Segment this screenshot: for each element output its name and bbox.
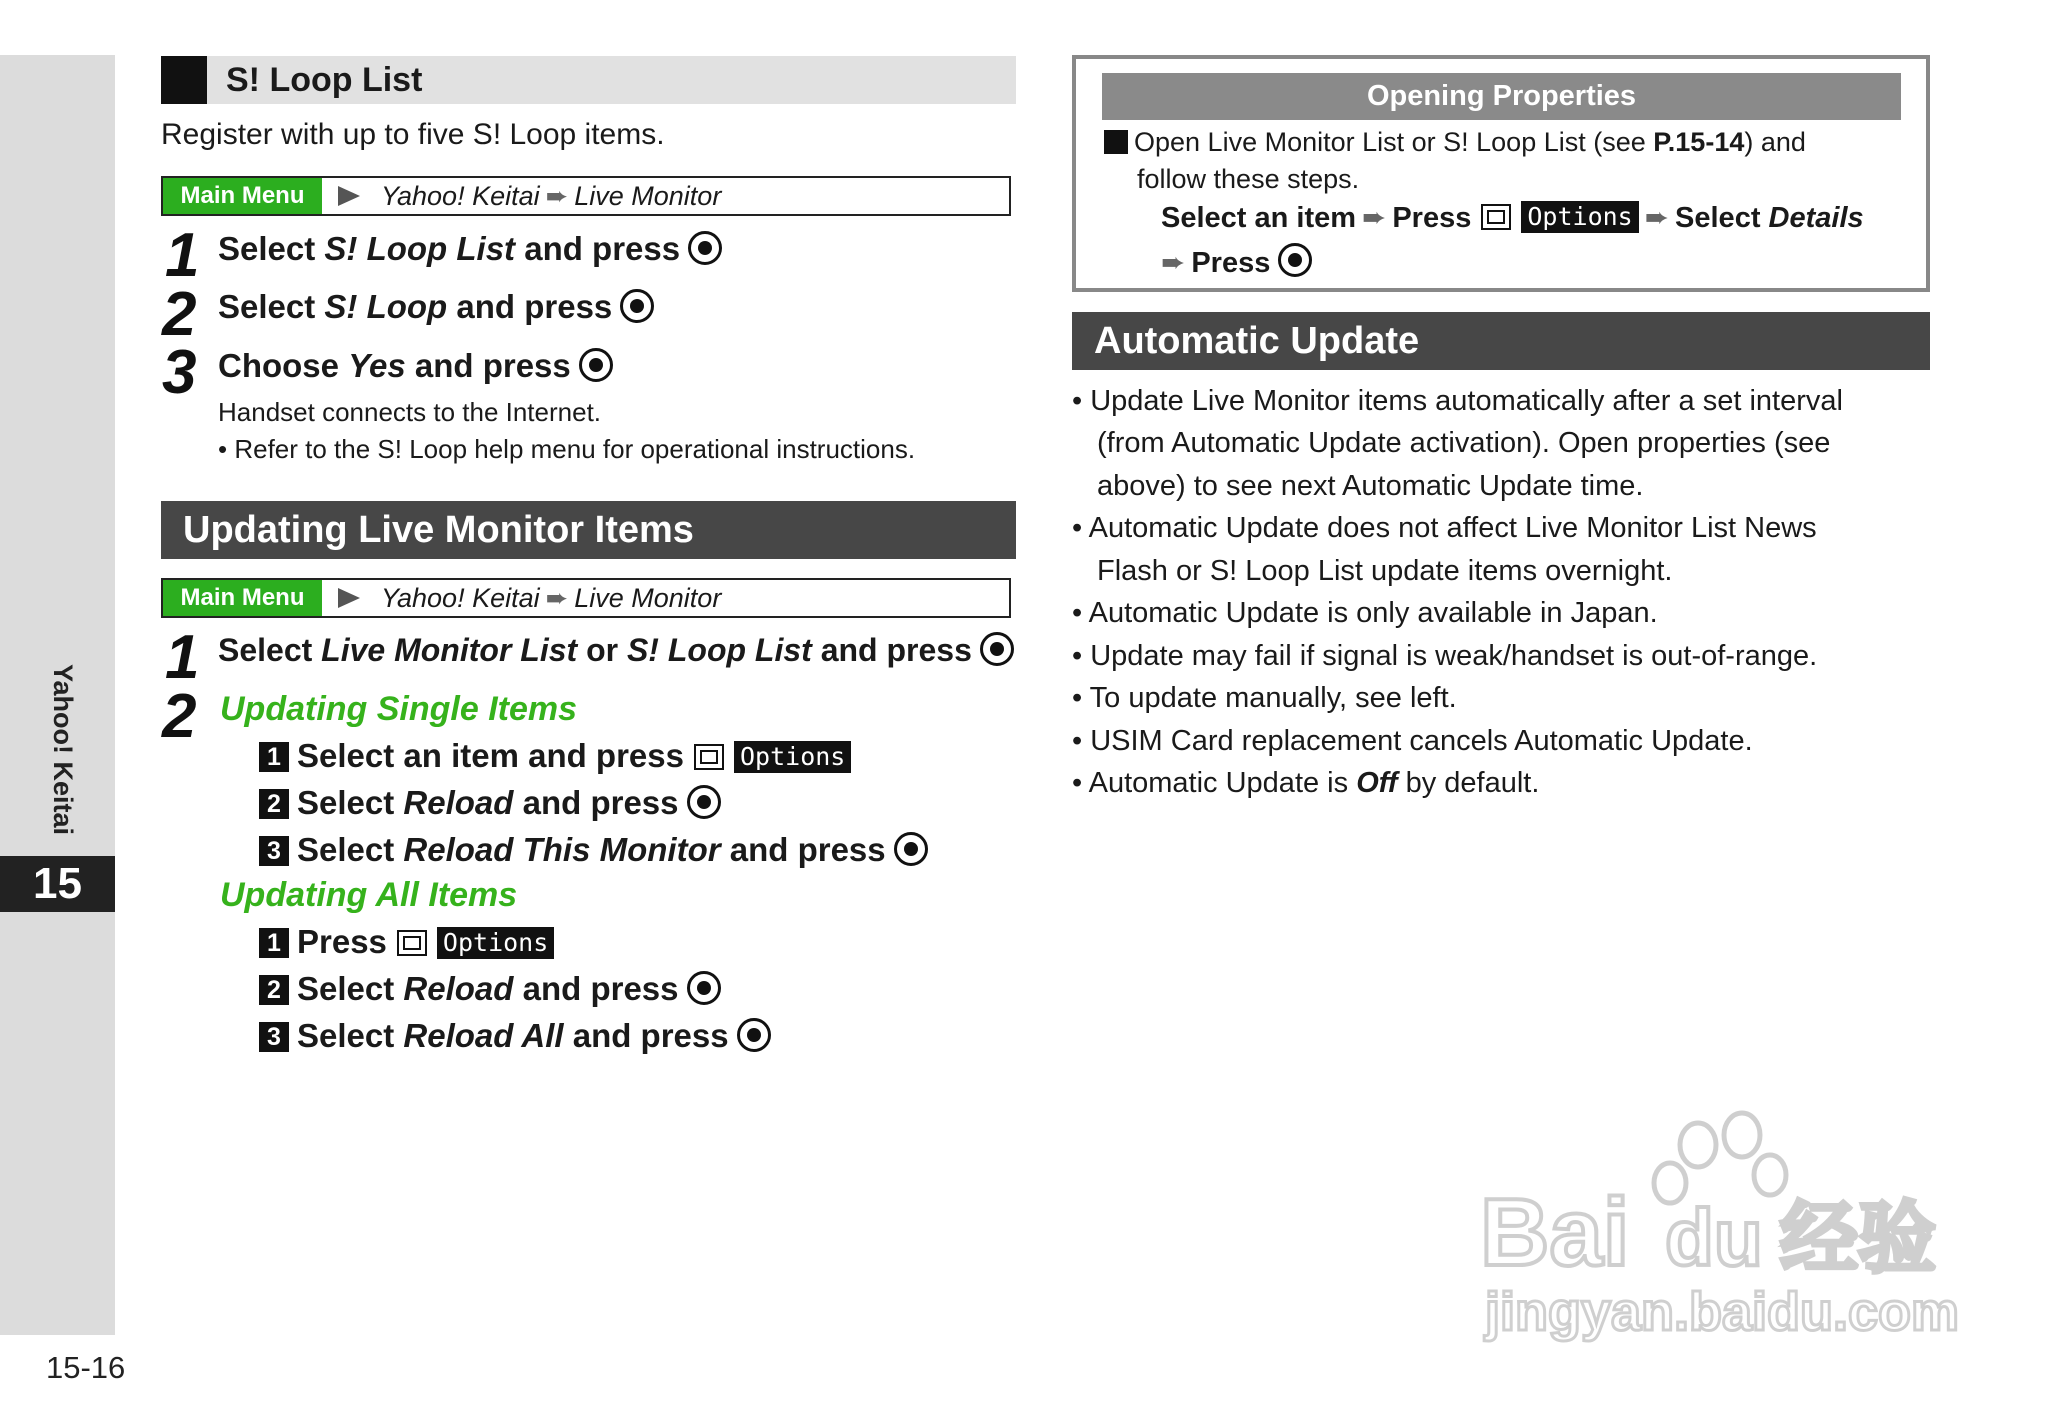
- menu-path: Yahoo! Keitai ➨ Live Monitor: [381, 178, 721, 214]
- step-text: Select Live Monitor List or S! Loop List and press: [218, 632, 1014, 669]
- step-number: 2: [162, 682, 197, 751]
- bullet-square-icon: [1104, 130, 1128, 154]
- props-steps: Select an item ➨ Press Options ➨ Select Details: [1161, 202, 1864, 234]
- menu-path: Yahoo! Keitai ➨ Live Monitor: [381, 580, 721, 616]
- substep: 3 Select Reload This Monitor and press: [259, 831, 928, 869]
- bullet-line: • Automatic Update is only available in Japan.: [1072, 597, 1658, 629]
- substep: 1 Select an item and press Options: [259, 737, 851, 775]
- options-softkey: Options: [1521, 201, 1638, 233]
- center-key-icon: [687, 785, 721, 819]
- main-menu-label: Main Menu: [163, 178, 322, 214]
- bullet-line: Flash or S! Loop List update items overnight.: [1097, 555, 1673, 587]
- arrow-icon: ➨: [1362, 202, 1387, 234]
- svg-text:Bai: Bai: [1480, 1179, 1630, 1286]
- substep: 2 Select Reload and press: [259, 784, 721, 822]
- mail-key-icon: [1481, 204, 1511, 230]
- step-text: Select S! Loop and press: [218, 288, 654, 326]
- chapter-number-tab: 15: [0, 856, 115, 912]
- arrow-icon: ➨: [545, 583, 569, 613]
- center-key-icon: [980, 632, 1014, 666]
- section-heading-updating: Updating Live Monitor Items: [161, 501, 1016, 559]
- center-key-icon: [688, 231, 722, 265]
- subsection-title: Updating All Items: [220, 876, 518, 914]
- step-note-bullet: • Refer to the S! Loop help menu for operational instructions.: [218, 434, 916, 464]
- center-key-icon: [620, 289, 654, 323]
- svg-text:du: du: [1665, 1193, 1763, 1282]
- center-key-icon: [579, 348, 613, 382]
- baidu-watermark-logo: [1480, 1105, 1970, 1345]
- props-steps: ➨ Press: [1161, 243, 1312, 280]
- step-number: 2: [162, 280, 197, 349]
- bullet-line: above) to see next Automatic Update time.: [1097, 470, 1644, 502]
- bullet-line: • Automatic Update does not affect Live Monitor List News: [1072, 512, 1817, 544]
- step-note: Handset connects to the Internet.: [218, 397, 602, 427]
- center-key-icon: [894, 832, 928, 866]
- arrow-right-icon: [338, 186, 360, 206]
- props-instruction: follow these steps.: [1137, 164, 1360, 194]
- step-text: Choose Yes and press: [218, 347, 613, 385]
- heading-marker: [161, 56, 207, 104]
- options-softkey: Options: [734, 741, 851, 773]
- svg-text:jingyan.baidu.com: jingyan.baidu.com: [1485, 1282, 1960, 1342]
- options-softkey: Options: [437, 927, 554, 959]
- sloop-intro: Register with up to five S! Loop items.: [161, 118, 665, 151]
- bullet-line: (from Automatic Update activation). Open properties (see: [1097, 427, 1831, 459]
- arrow-icon: ➨: [545, 181, 569, 211]
- arrow-icon: ➨: [1644, 202, 1670, 234]
- substep: 3 Select Reload All and press: [259, 1017, 771, 1055]
- substep: 2 Select Reload and press: [259, 970, 721, 1008]
- opening-properties-title: Opening Properties: [1102, 73, 1901, 120]
- subsection-title: Updating Single Items: [220, 690, 578, 728]
- substep: 1 Press Options: [259, 923, 554, 961]
- section-heading-sloop-list: [161, 56, 1016, 104]
- menu-path-bar: [161, 578, 1011, 618]
- chapter-label: Yahoo! Keitai: [48, 664, 78, 836]
- menu-path-bar: [161, 176, 1011, 216]
- arrow-right-icon: [338, 588, 360, 608]
- step-number: 1: [165, 623, 200, 692]
- props-instruction: Open Live Monitor List or S! Loop List (see P.15-14) and: [1104, 127, 1806, 158]
- bullet-line: • To update manually, see left.: [1072, 682, 1457, 714]
- svg-text:经验: 经验: [1780, 1194, 1937, 1284]
- center-key-icon: [687, 971, 721, 1005]
- arrow-icon: ➨: [1161, 247, 1186, 279]
- step-text: Select S! Loop List and press: [218, 230, 722, 268]
- bullet-line: • Automatic Update is Off by default.: [1072, 767, 1540, 799]
- bullet-line: • USIM Card replacement cancels Automatic Update.: [1072, 725, 1753, 757]
- step-number: 1: [165, 221, 200, 290]
- mail-key-icon: [694, 744, 724, 770]
- center-key-icon: [1278, 243, 1312, 277]
- page-number: 15-16: [46, 1350, 126, 1385]
- section-heading-automatic-update: Automatic Update: [1072, 312, 1930, 370]
- main-menu-label: Main Menu: [163, 580, 322, 616]
- step-number: 3: [162, 338, 197, 407]
- mail-key-icon: [397, 930, 427, 956]
- bullet-line: • Update may fail if signal is weak/handset is out-of-range.: [1072, 640, 1818, 672]
- center-key-icon: [737, 1018, 771, 1052]
- bullet-line: • Update Live Monitor items automatically after a set interval: [1072, 385, 1843, 417]
- heading-text: S! Loop List: [226, 61, 423, 99]
